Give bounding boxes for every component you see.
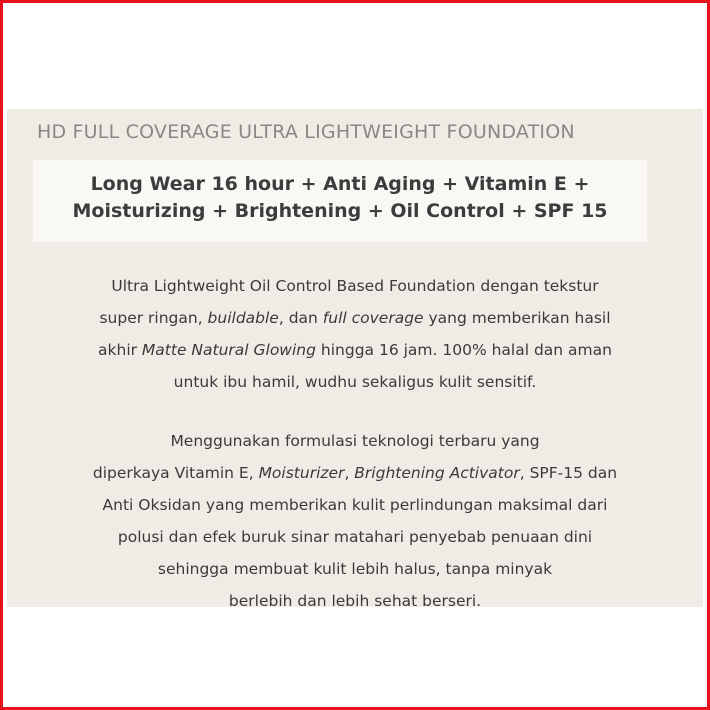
text-segment: super ringan, — [99, 309, 208, 327]
p2-line-2 — [7, 464, 703, 482]
feature-highlight-box — [33, 160, 647, 242]
italic-term: buildable — [207, 309, 279, 327]
text-segment: akhir — [98, 341, 142, 359]
text-segment: yang memberikan hasil — [423, 309, 611, 327]
p2-line-6: berlebih dan lebih sehat berseri. — [228, 592, 482, 610]
text-segment: , dan — [278, 309, 323, 327]
text-segment: diperkaya Vitamin E, — [92, 464, 259, 482]
p2-line-5: sehingga membuat kulit lebih halus, tanpa minyak — [157, 560, 553, 578]
italic-term: Brightening Activator — [354, 464, 520, 482]
p1-line-4: untuk ibu hamil, wudhu sekaligus kulit sensitif. — [173, 373, 537, 391]
p2-line-3: Anti Oksidan yang memberikan kulit perlindungan maksimal dari — [102, 496, 608, 514]
p1-line-3 — [7, 341, 703, 359]
text-segment: , SPF-15 dan — [519, 464, 618, 482]
italic-term: full coverage — [322, 309, 424, 327]
product-heading: HD FULL COVERAGE ULTRA LIGHTWEIGHT FOUNDATION — [37, 121, 575, 143]
italic-term: Matte Natural Glowing — [141, 341, 316, 359]
text-segment: , — [344, 464, 355, 482]
p1-line-2 — [7, 309, 703, 327]
text-segment: hingga 16 jam. 100% halal dan aman — [315, 341, 612, 359]
italic-term: Moisturizer — [258, 464, 345, 482]
feature-line-2: Moisturizing + Brightening + Oil Control + SPF 15 — [72, 200, 608, 222]
product-info-panel — [7, 109, 703, 610]
p1-line-1: Ultra Lightweight Oil Control Based Foundation dengan tekstur — [111, 277, 599, 295]
feature-line-1: Long Wear 16 hour + Anti Aging + Vitamin E + — [90, 173, 590, 195]
p2-line-1: Menggunakan formulasi teknologi terbaru yang — [170, 432, 540, 450]
p2-line-4: polusi dan efek buruk sinar matahari penyebab penuaan dini — [117, 528, 593, 546]
